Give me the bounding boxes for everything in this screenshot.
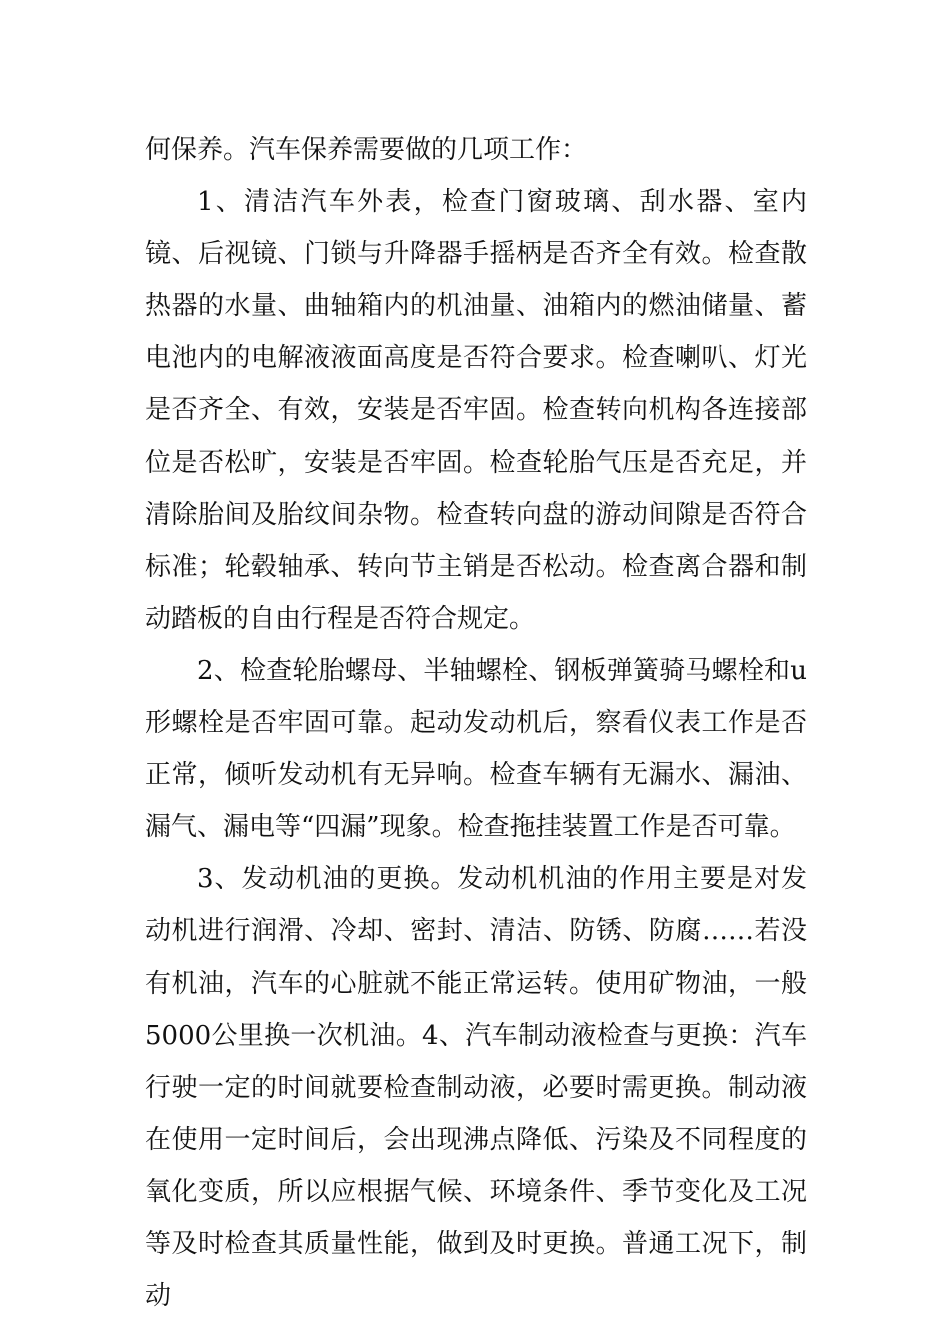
paragraph-item-2: 2、检查轮胎螺母、半轴螺栓、钢板弹簧骑马螺栓和u形螺栓是否牢固可靠。起动发动机后，察看仪表工作是否正常，倾听发动机有无异响。检查车辆有无漏水、漏油、漏气、漏电等“四漏”现象。检查拖挂装置工作是否可靠。 [145,655,807,843]
paragraph-item-1: 1、清洁汽车外表，检查门窗玻璃、刮水器、室内镜、后视镜、门锁与升降器手摇柄是否齐全有效。检查散热器的水量、曲轴箱内的机油量、油箱内的燃油储量、蓄电池内的电解液液面高度是否符合要求。检查喇叭、灯光是否齐全、有效，安装是否牢固。检查转向机构各连接部位是否松旷，安装是否牢固。检查轮胎气压是否充足，并清除胎间及胎纹间杂物。检查转向盘的游动间隙是否符合标准；轮毂轴承、转向节主销是否松动。检查离合器和制动踏板的自由行程是否符合规定。 [145,187,807,634]
paragraph-continued: 何保养。汽车保养需要做的几项工作： [145,135,588,165]
body-text [145,124,807,1322]
paragraph-item-3: 3、发动机油的更换。发动机机油的作用主要是对发动机进行润滑、冷却、密封、清洁、防锈、防腐……若没有机油，汽车的心脏就不能正常运转。使用矿物油，一般5000公里换一次机油。4、汽车制动液检查与更换：汽车行驶一定的时间就要检查制动液，必要时需更换。制动液在使用一定时间后，会出现沸点降低、污染及不同程度的氧化变质，所以应根据气候、环境条件、季节变化及工况等及时检查其质量性能，做到及时更换。普通工况下，制动 [145,864,807,1312]
